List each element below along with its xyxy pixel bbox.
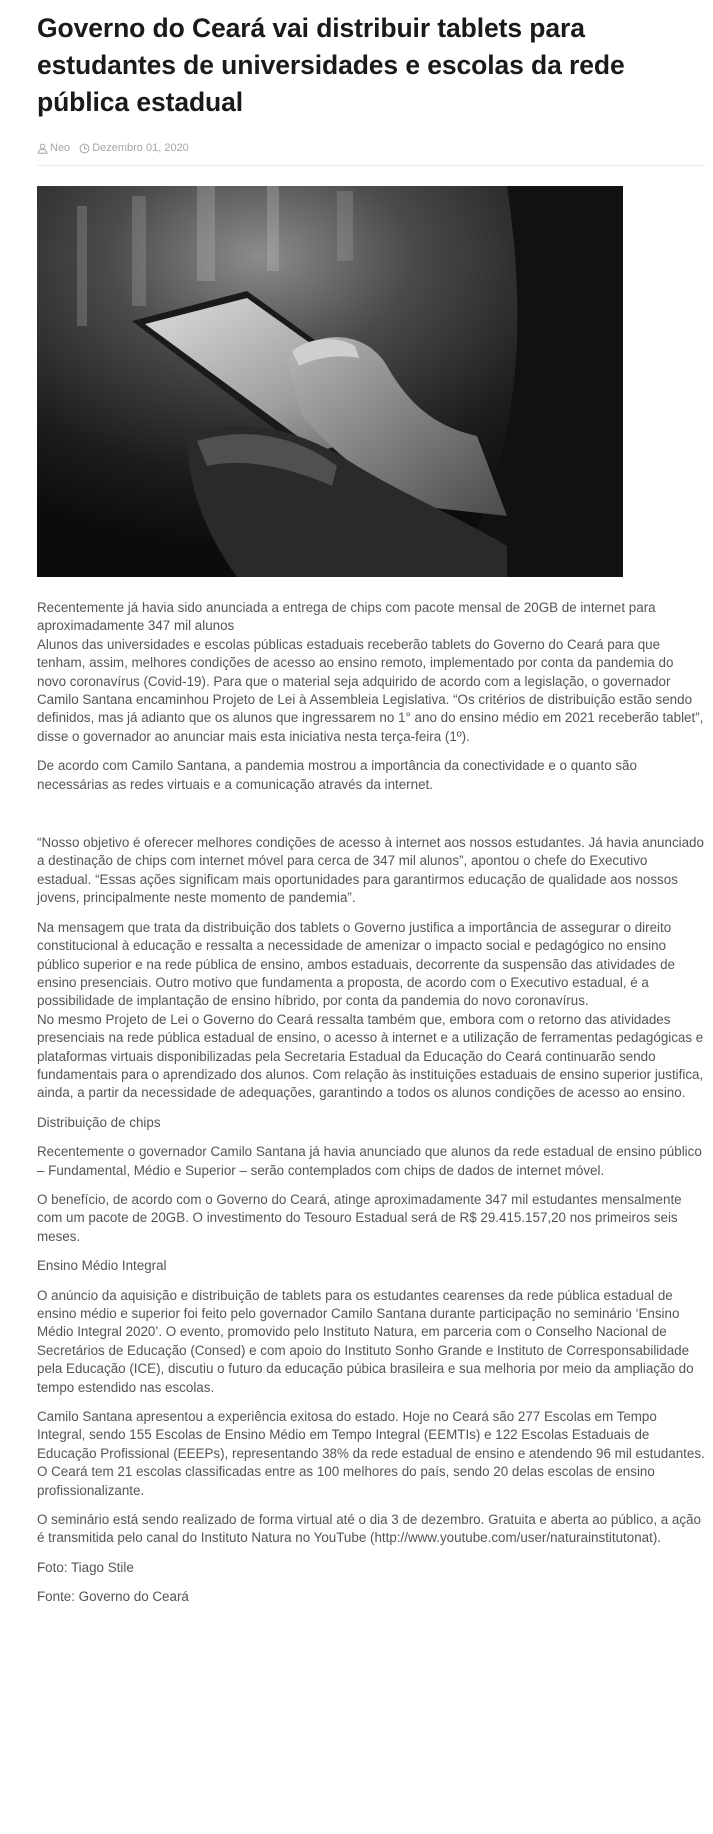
tablet-hands-photo	[37, 186, 623, 577]
section-heading: Ensino Médio Integral	[37, 1258, 167, 1274]
article-meta	[37, 139, 705, 157]
author-name[interactable]: Neo	[50, 142, 71, 154]
publish-date: Dezembro 01, 2020	[92, 142, 189, 154]
hero-image	[37, 186, 623, 577]
paragraph: De acordo com Camilo Santana, a pandemia mostrou a importância da conectividade e o quanto são necessárias as redes virtuais e a comunicação através da internet.	[37, 758, 637, 792]
paragraph: O benefício, de acordo com o Governo do Ceará, atinge aproximadamente 347 mil estudantes mensalmente com um pacote de 20GB. O investimento do Tesouro Estadual será de R$ 29.415.157,20 nos primeiros seis meses.	[37, 1191, 682, 1244]
article	[37, 0, 705, 1618]
paragraph: Na mensagem que trata da distribuição dos tablets o Governo justifica a importância de assegurar o direito constitucional à educação e ressalta a necessidade de amenizar o impacto social e pedagógico no ensino público superior e na rede pública de ensino, ambos estaduais, decorrente da suspensão das atividades de ensino presenciais. Outro motivo que fundamenta a proposta, de acordo com o Executivo estadual, é a possibilidade de implantação de ensino híbrido, por conta da pandemia do novo coronavírus.	[37, 919, 675, 1009]
paragraph: Recentemente já havia sido anunciada a entrega de chips com pacote mensal de 20GB de internet para aproximadamente 347 mil alunos	[37, 600, 656, 634]
date-meta	[79, 142, 189, 154]
paragraph: Alunos das universidades e escolas públicas estaduais receberão tablets do Governo do Ceará para que tenham, assim, melhores condições de acesso ao ensino remoto, implementado por conta da pandemia do novo coronavírus (Covid-19). Para que o material seja adquirido de acordo com a legislação, o governador Camilo Santana encaminhou Projeto de Lei à Assembleia Legislativa. “Os critérios de distribuição estão sendo definidos, mas já adianto que os alunos que ingressarem no 1° ano do ensino médio em 2021 receberão tablet”, disse o governador ao anunciar mais esta iniciativa nesta terça-feira (1º).	[37, 636, 704, 744]
article-body	[37, 599, 705, 1607]
section-heading: Distribuição de chips	[37, 1114, 161, 1130]
paragraph: “Nosso objetivo é oferecer melhores condições de acesso à internet aos nossos estudantes. Já havia anunciado a destinação de chips com internet móvel para cerca de 347 mil alunos”, apontou o chefe do Executivo estadual. “Essas ações significam mais oportunidades para garantirmos educação de qualidade aos nossos jovens, principalmente neste momento de pandemia”.	[37, 835, 704, 906]
author-meta[interactable]	[37, 142, 70, 154]
meta-divider	[37, 165, 705, 166]
clock-icon	[79, 143, 90, 154]
source-credit: Fonte: Governo do Ceará	[37, 1589, 189, 1605]
user-icon	[37, 143, 48, 154]
article-title: Governo do Ceará vai distribuir tablets para estudantes de universidades e escolas da rede pública estadual	[37, 13, 625, 117]
photo-credit: Foto: Tiago Stile	[37, 1559, 134, 1575]
paragraph: O anúncio da aquisição e distribuição de tablets para os estudantes cearenses da rede pública estadual de ensino médio e superior foi feito pelo governador Camilo Santana durante participação no seminário ‘Ensino Médio Integral 2020’. O evento, promovido pelo Instituto Natura, em parceria com o Conselho Nacional de Secretários de Educação (Consed) e com apoio do Instituto Sonho Grande e Instituto de Corresponsabilidade pela Educação (ICE), discutiu o futuro da educação púbica brasileira e sua melhoria por meio da ampliação do tempo estendido nas escolas.	[37, 1287, 694, 1395]
paragraph: O seminário está sendo realizado de forma virtual até o dia 3 de dezembro. Gratuita e aberta ao público, a ação é transmitida pelo canal do Instituto Natura no YouTube (http://www.youtube.com/user/naturainstitutonat).	[37, 1512, 701, 1546]
paragraph: Camilo Santana apresentou a experiência exitosa do estado. Hoje no Ceará são 277 Escolas em Tempo Integral, sendo 155 Escolas de Ensino Médio em Tempo Integral (EEMTIs) e 122 Escolas Estaduais de Educação Profissional (EEEPs), representando 38% da rede estadual de ensino e atendendo 96 mil estudantes. O Ceará tem 21 escolas classificadas entre as 100 melhores do país, sendo 20 delas escolas de ensino profissionalizante.	[37, 1409, 705, 1498]
paragraph: No mesmo Projeto de Lei o Governo do Ceará ressalta também que, embora com o retorno das atividades presenciais na rede pública estadual de ensino, o acesso à internet e a utilização de ferramentas pedagógicas e plataformas virtuais disponibilizadas pela Secretaria Estadual da Educação do Ceará continuarão sendo fundamentais para o aprendizado dos alunos. Com relação às instituições estaduais de ensino superior justifica, ainda, a partir da necessidade de adequações, garantindo a todos os alunos condições de acesso ao ensino.	[37, 1011, 704, 1101]
paragraph: Recentemente o governador Camilo Santana já havia anunciado que alunos da rede estadual de ensino público – Fundamental, Médio e Superior – serão contemplados com chips de dados de internet móvel.	[37, 1144, 702, 1178]
